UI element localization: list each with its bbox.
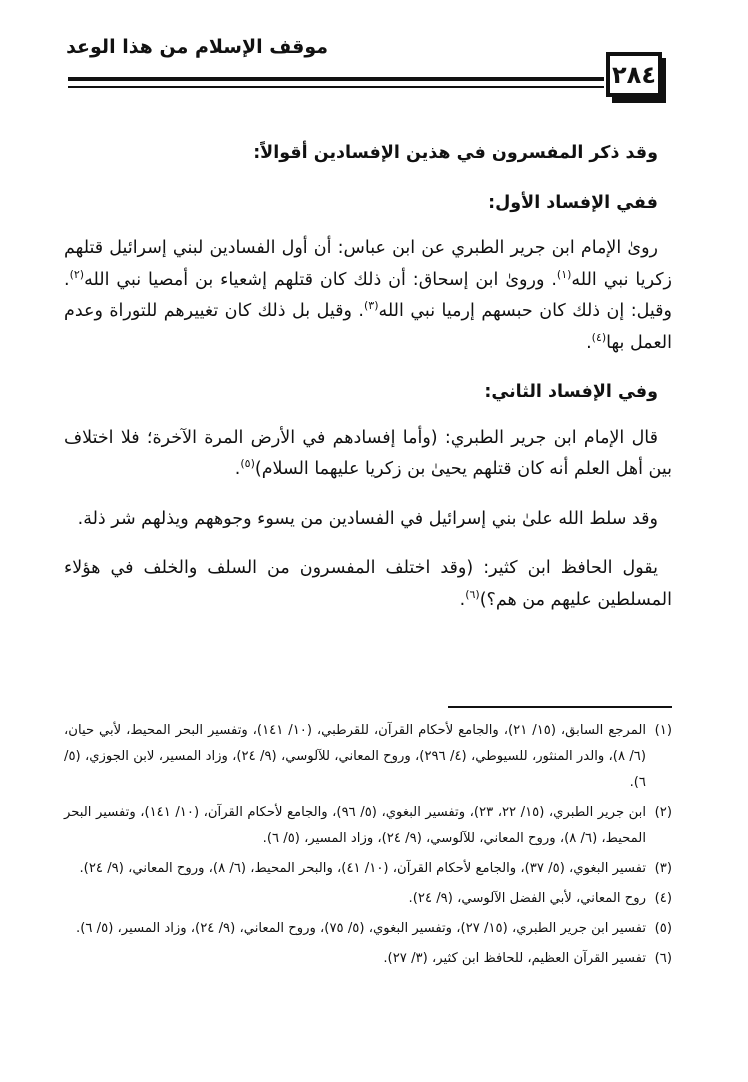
footnote-text: تفسير ابن جرير الطبري، (١٥/ ٢٧)، وتفسير البغوي، (٥/ ٧٥)، وروح المعاني، (٩/ ٢٤)، وزاد المسير، (٥/ ٦).: [76, 921, 646, 936]
paragraph-ibn-kathir: [64, 553, 672, 616]
footnote-text: ابن جرير الطبري، (١٥/ ٢٢، ٢٣)، وتفسير البغوي، (٥/ ٩٦)، والجامع لأحكام القرآن، (١٠/ ١٤١)، وتفسير البحر المحيط، (٦/ ٨)، وروح المعاني، للآلوسي، (٩/ ٢٤)، وزاد المسير، (٥/ ٦).: [64, 805, 646, 846]
paragraph-divine-punishment: وقد سلط الله علىٰ بني إسرائيل في الفسادين من يسوء وجوههم ويذلهم شر ذلة.: [77, 508, 658, 529]
footnote-number: (١): [654, 723, 672, 738]
footnote-item: [64, 886, 672, 912]
footnote-item: [64, 800, 672, 852]
main-text: [64, 138, 672, 634]
paragraph-text: . وروىٰ ابن إسحاق: أن ذلك كان قتلهم إشعياء بن أمصيا نبي الله: [84, 269, 557, 290]
footnote-ref[interactable]: (٦): [465, 587, 480, 601]
paragraph-text: قال الإمام ابن جرير الطبري: (وأما إفسادهم في الأرض المرة الآخرة؛ فلا اختلاف بين أهل العلم أنه كان قتلهم يحيىٰ بن زكريا عليهما السلام): [64, 427, 672, 479]
intro-paragraph: وقد ذكر المفسرون في هذين الإفسادين أقوالاً:: [253, 143, 658, 163]
paragraph-text: .: [586, 332, 592, 353]
page-number: ٢٨٤: [606, 52, 662, 97]
page-number-box-shadow-bottom: [612, 97, 666, 103]
running-header-title: موقف الإسلام من هذا الوعد: [66, 36, 328, 58]
paragraph-text: . وقيل: إن ذلك كان حبسهم إرميا نبي الله: [64, 269, 672, 321]
footnote-item: [64, 916, 672, 942]
footnote-ref[interactable]: (١): [556, 267, 572, 281]
footnote-text: المرجع السابق، (١٥/ ٢١)، والجامع لأحكام القرآن، للقرطبي، (١٠/ ١٤١)، وتفسير البحر المحيط، لأبي حيان، (٦/ ٨)، والدر المنثور، للسيوطي، (٤/ ٢٩٦)، وروح المعاني، للآلوسي، (٩/ ٢٤)، وزاد المسير، لابن الجوزي، (٥/ ٦).: [64, 723, 647, 790]
footnote-ref[interactable]: (٢): [69, 267, 85, 281]
footnote-item: [64, 946, 672, 972]
footnote-number: (٥): [654, 921, 672, 936]
footnote-text: روح المعاني، لأبي الفضل الآلوسي، (٩/ ٢٤).: [408, 891, 646, 906]
paragraph-second-corruption: [64, 423, 672, 486]
footnote-ref[interactable]: (٥): [240, 457, 255, 471]
section-heading-second-corruption: وفي الإفساد الثاني:: [484, 382, 658, 402]
footnote-number: (٤): [654, 891, 672, 906]
paragraph-first-corruption: [64, 233, 672, 359]
footnote-number: (٣): [654, 861, 672, 876]
footnote-text: تفسير القرآن العظيم، للحافظ ابن كثير، (٣/ ٢٧).: [383, 951, 646, 966]
footnote-ref[interactable]: (٣): [363, 299, 379, 313]
paragraph-text: .: [459, 589, 466, 610]
header-rule-thin: [68, 86, 604, 88]
footnote-text: تفسير البغوي، (٥/ ٣٧)، والجامع لأحكام القرآن، (١٠/ ٤١)، والبحر المحيط، (٦/ ٨)، وروح المعاني، (٩/ ٢٤).: [79, 861, 646, 876]
footnote-separator: [448, 706, 672, 708]
paragraph-text: يقول الحافظ ابن كثير: (وقد اختلف المفسرون من السلف والخلف في هؤلاء المسلطين عليهم من هم؟): [64, 558, 672, 610]
footnote-ref[interactable]: (٤): [591, 330, 607, 344]
paragraph-text: روىٰ الإمام ابن جرير الطبري عن ابن عباس: أن أول الفسادين لبني إسرائيل قتلهم زكريا نبي الله: [64, 238, 673, 290]
footnote-number: (٦): [654, 951, 672, 966]
header-rule-thick: [68, 77, 604, 81]
paragraph-text: . وقيل بل ذلك كان تغييرهم للتوراة وعدم العمل بها: [64, 301, 672, 353]
paragraph-text: .: [234, 459, 241, 479]
footnote-item: [64, 718, 672, 796]
footnote-item: [64, 856, 672, 882]
section-heading-first-corruption: ففي الإفساد الأول:: [488, 192, 658, 213]
footnote-number: (٢): [654, 805, 672, 820]
footnotes: [64, 718, 672, 976]
